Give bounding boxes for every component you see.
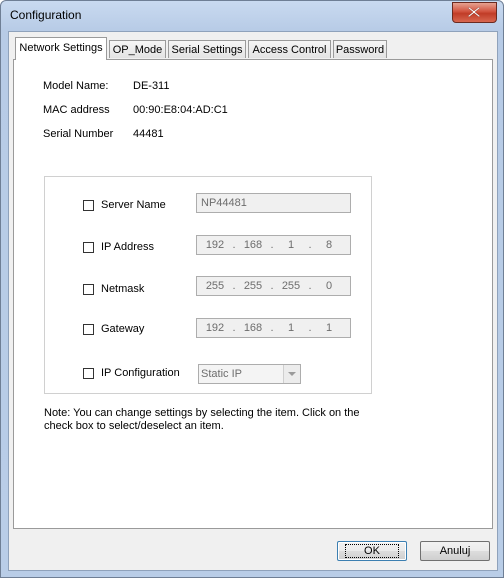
server-name-field[interactable]: NP44481: [196, 193, 351, 213]
netmask-dot: .: [232, 280, 236, 292]
netmask-octet-2: 255: [243, 280, 263, 292]
gateway-checkbox[interactable]: [83, 324, 94, 335]
chevron-down-icon: [284, 365, 300, 383]
gateway-octet-1: 192: [205, 322, 225, 334]
help-note: Note: You can change settings by selecting the item. Click on the check box to select/deselect an item.: [44, 407, 360, 432]
netmask-octet-1: 255: [205, 280, 225, 292]
gateway-field[interactable]: [196, 318, 351, 338]
ok-button-label: OK: [345, 544, 399, 558]
ip-configuration-checkbox[interactable]: [83, 368, 94, 379]
gateway-dot: .: [270, 322, 274, 334]
cancel-button[interactable]: Anuluj: [420, 541, 490, 561]
ip-configuration-label: IP Configuration: [101, 367, 180, 379]
title-bar[interactable]: [1, 1, 503, 30]
netmask-checkbox[interactable]: [83, 284, 94, 295]
settings-group-box: [44, 176, 372, 394]
server-name-label: Server Name: [101, 199, 166, 211]
tab-serial-settings[interactable]: Serial Settings: [168, 40, 246, 58]
window-title: Configuration: [10, 8, 82, 22]
ip-dot: .: [270, 239, 274, 251]
ip-configuration-select[interactable]: [198, 364, 301, 384]
serial-number-value: 44481: [133, 128, 164, 140]
ip-octet-3: 1: [287, 239, 295, 251]
ip-dot: .: [232, 239, 236, 251]
netmask-octet-4: 0: [325, 280, 333, 292]
netmask-octet-3: 255: [281, 280, 301, 292]
tab-password[interactable]: Password: [333, 40, 387, 58]
ip-dot: .: [308, 239, 312, 251]
serial-number-label: Serial Number: [43, 128, 114, 140]
gateway-octet-4: 1: [325, 322, 333, 334]
close-icon: [468, 7, 480, 17]
ip-address-label: IP Address: [101, 241, 154, 253]
netmask-dot: .: [270, 280, 274, 292]
ip-octet-4: 8: [325, 239, 333, 251]
mac-address-value: 00:90:E8:04:AD:C1: [133, 104, 228, 116]
ip-octet-2: 168: [243, 239, 263, 251]
gateway-label: Gateway: [101, 323, 145, 335]
tab-access-control[interactable]: Access Control: [248, 40, 331, 58]
ok-button[interactable]: [337, 541, 407, 561]
netmask-dot: .: [308, 280, 312, 292]
tab-network-settings[interactable]: Network Settings: [15, 37, 107, 60]
tab-op-mode[interactable]: OP_Mode: [109, 40, 166, 58]
dropdown-arrow[interactable]: [283, 365, 300, 383]
ip-octet-1: 192: [205, 239, 225, 251]
dialog-client-area: [8, 31, 498, 571]
netmask-label: Netmask: [101, 283, 145, 295]
network-settings-panel: [13, 59, 493, 529]
server-name-checkbox[interactable]: [83, 200, 94, 211]
model-name-value: DE-311: [133, 80, 170, 92]
model-name-label: Model Name:: [43, 80, 109, 92]
gateway-octet-3: 1: [287, 322, 295, 334]
ip-address-checkbox[interactable]: [83, 242, 94, 253]
mac-address-label: MAC address: [43, 104, 110, 116]
gateway-octet-2: 168: [243, 322, 263, 334]
ip-configuration-value: Static IP: [201, 368, 242, 380]
gateway-dot: .: [232, 322, 236, 334]
close-button[interactable]: [452, 2, 497, 23]
gateway-dot: .: [308, 322, 312, 334]
netmask-field[interactable]: [196, 276, 351, 296]
ip-address-field[interactable]: [196, 235, 351, 255]
